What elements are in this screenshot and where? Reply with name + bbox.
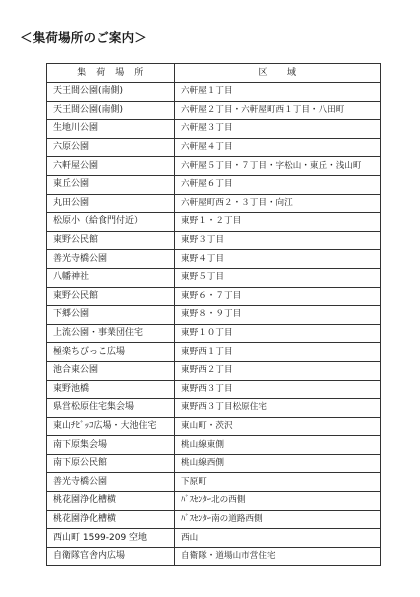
- place-cell: 東野公民館: [47, 231, 175, 250]
- table-row: [47, 510, 381, 529]
- table-row: [47, 417, 381, 436]
- area-cell: 桃山線西側: [175, 454, 381, 473]
- area-cell: 東野６・７丁目: [175, 287, 381, 306]
- table-row: [47, 194, 381, 213]
- place-cell: 極楽ちびっこ広場: [47, 343, 175, 362]
- area-cell: 六軒屋３丁目: [175, 120, 381, 139]
- place-cell: 東野公民館: [47, 287, 175, 306]
- area-cell: 自衛隊・道場山市営住宅: [175, 547, 381, 566]
- table-row: [47, 547, 381, 566]
- area-cell: ﾊﾞｽｾﾝﾀｰ南の道路西側: [175, 510, 381, 529]
- table-row: [47, 83, 381, 102]
- table-row: [47, 454, 381, 473]
- place-cell: 善光寺橋公園: [47, 473, 175, 492]
- place-cell: 桃花園浄化槽横: [47, 510, 175, 529]
- table-row: [47, 306, 381, 325]
- area-cell: 東野４丁目: [175, 250, 381, 269]
- area-cell: 六軒屋５丁目・７丁目・字松山・東丘・浅山町: [175, 157, 381, 176]
- table-row: [47, 343, 381, 362]
- table-header-row: [47, 64, 381, 83]
- area-cell: 下原町: [175, 473, 381, 492]
- area-cell: 西山: [175, 529, 381, 548]
- place-cell: 丸田公園: [47, 194, 175, 213]
- place-cell: 自衛隊官舎内広場: [47, 547, 175, 566]
- table-row: [47, 231, 381, 250]
- area-cell: 六軒屋４丁目: [175, 138, 381, 157]
- table-row: [47, 268, 381, 287]
- place-cell: 善光寺橋公園: [47, 250, 175, 269]
- place-cell: 松原小（給食門付近）: [47, 213, 175, 232]
- area-cell: 東野西１丁目: [175, 343, 381, 362]
- table-row: [47, 324, 381, 343]
- table-row: [47, 399, 381, 418]
- place-cell: 東山ﾁﾋﾞｯｺ広場・大池住宅: [47, 417, 175, 436]
- table-row: [47, 120, 381, 139]
- area-cell: 六軒屋２丁目・六軒屋町西１丁目・八田町: [175, 101, 381, 120]
- area-cell: 東野３丁目: [175, 231, 381, 250]
- place-cell: 上流公園・事業団住宅: [47, 324, 175, 343]
- table-row: [47, 492, 381, 511]
- place-cell: 桃花園浄化槽横: [47, 492, 175, 511]
- place-cell: 西山町 1599-209 空地: [47, 529, 175, 548]
- table-row: [47, 157, 381, 176]
- area-cell: 東山町・茨沢: [175, 417, 381, 436]
- table-row: [47, 175, 381, 194]
- table-row: [47, 287, 381, 306]
- place-cell: 東丘公園: [47, 175, 175, 194]
- page-title: ＜集荷場所のご案内＞: [20, 30, 148, 45]
- place-cell: 県営松原住宅集会場: [47, 399, 175, 418]
- area-cell: 六軒屋１丁目: [175, 83, 381, 102]
- table-row: [47, 250, 381, 269]
- place-cell: 東野池橋: [47, 380, 175, 399]
- place-cell: 生地川公園: [47, 120, 175, 139]
- place-cell: 六軒屋公園: [47, 157, 175, 176]
- table-row: [47, 101, 381, 120]
- place-cell: 八幡神社: [47, 268, 175, 287]
- table-row: [47, 138, 381, 157]
- table-row: [47, 213, 381, 232]
- area-cell: 東野西２丁目: [175, 361, 381, 380]
- place-cell: 天王間公園(南側): [47, 101, 175, 120]
- collection-sites-table: [46, 63, 381, 566]
- table-row: [47, 473, 381, 492]
- table-row: [47, 361, 381, 380]
- area-cell: 東野１・２丁目: [175, 213, 381, 232]
- area-cell: 東野西３丁目松原住宅: [175, 399, 381, 418]
- table-row: [47, 529, 381, 548]
- area-cell: 東野８・９丁目: [175, 306, 381, 325]
- area-cell: 六軒屋６丁目: [175, 175, 381, 194]
- place-cell: 天王間公園(南側): [47, 83, 175, 102]
- area-cell: 東野西３丁目: [175, 380, 381, 399]
- place-cell: 下郷公園: [47, 306, 175, 325]
- table-row: [47, 436, 381, 455]
- column-header-area: 区 域: [175, 64, 381, 83]
- area-cell: 桃山線東側: [175, 436, 381, 455]
- place-cell: 六原公園: [47, 138, 175, 157]
- column-header-place: 集 荷 場 所: [47, 64, 175, 83]
- table-row: [47, 380, 381, 399]
- area-cell: 六軒屋町西２・３丁目・向江: [175, 194, 381, 213]
- place-cell: 南下原公民館: [47, 454, 175, 473]
- area-cell: ﾊﾞｽｾﾝﾀｰ北の西側: [175, 492, 381, 511]
- area-cell: 東野１０丁目: [175, 324, 381, 343]
- area-cell: 東野５丁目: [175, 268, 381, 287]
- place-cell: 南下原集会場: [47, 436, 175, 455]
- place-cell: 池合東公園: [47, 361, 175, 380]
